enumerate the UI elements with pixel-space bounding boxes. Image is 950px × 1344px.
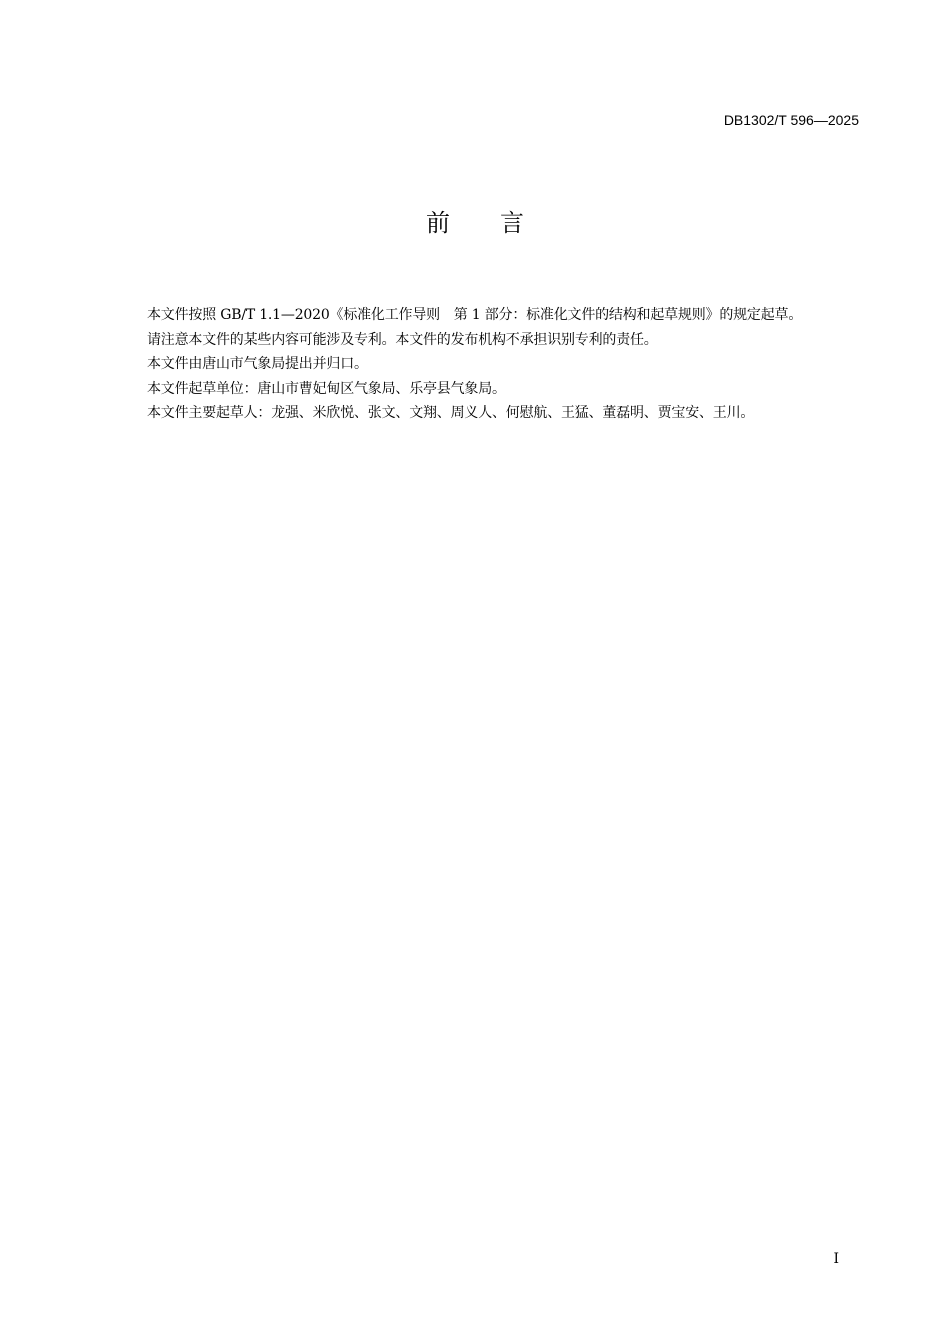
page-number: I — [833, 1251, 839, 1267]
page-title — [0, 206, 950, 240]
paragraph-drafting-units: 本文件起草单位：唐山市曹妃甸区气象局、乐亭县气象局。 — [147, 380, 506, 397]
title-char-2: 言 — [500, 209, 524, 237]
title-char-1: 前 — [426, 209, 450, 237]
paragraph-proposer: 本文件由唐山市气象局提出并归口。 — [147, 356, 368, 372]
document-code: DB1302/T 596—2025 — [723, 112, 859, 128]
paragraph-drafters: 本文件主要起草人：龙强、米欣悦、张文、文翔、周义人、何慰航、王猛、董磊明、贾宝安、王川。 — [147, 405, 755, 421]
paragraph-patent-notice: 请注意本文件的某些内容可能涉及专利。本文件的发布机构不承担识别专利的责任。 — [147, 331, 658, 348]
paragraph-drafting-basis: 本文件按照 GB/T 1.1—2020《标准化工作导则 第 1 部分：标准化文件的结构和起草规则》的规定起草。 — [147, 307, 803, 323]
foreword-body — [115, 303, 860, 426]
